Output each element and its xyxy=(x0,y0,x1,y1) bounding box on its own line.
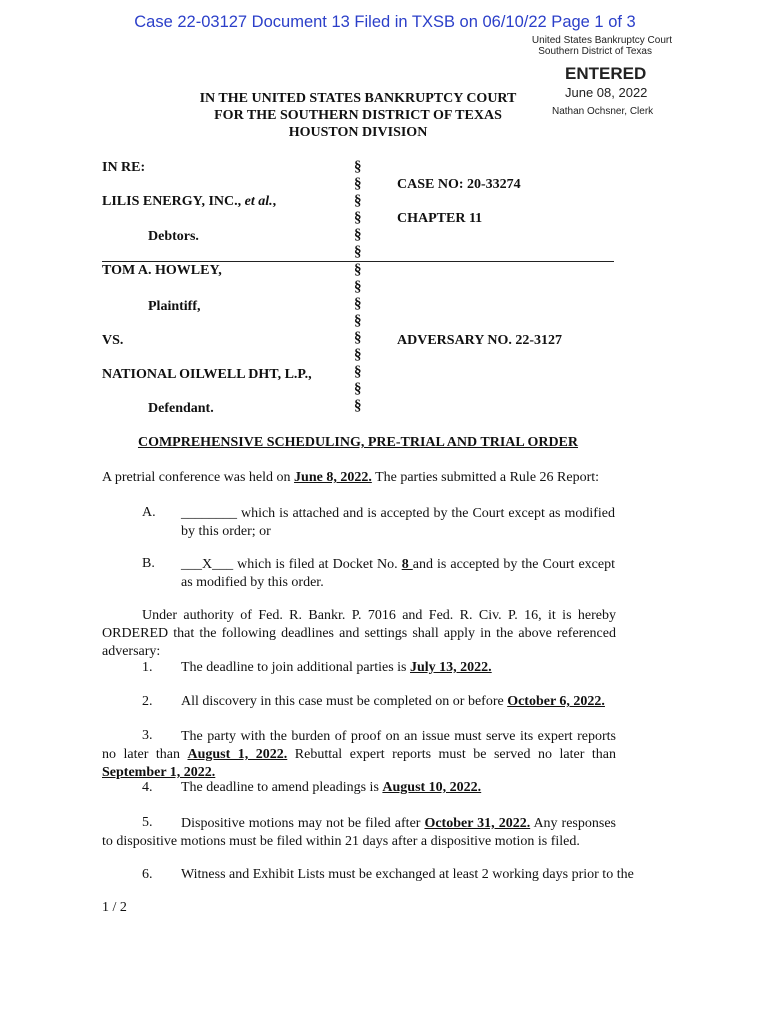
section-symbol: § xyxy=(354,364,362,380)
option-a-label: A. xyxy=(142,505,156,520)
section-symbol: § xyxy=(354,210,362,226)
case-number: CASE NO: 20-33274 xyxy=(397,177,521,192)
defendant-label: Defendant. xyxy=(148,401,214,416)
section-symbol: § xyxy=(354,296,362,312)
item-5-number: 5. xyxy=(142,815,153,830)
plaintiff-name: TOM A. HOWLEY, xyxy=(102,263,222,278)
option-b-text xyxy=(181,556,615,592)
item-5-text xyxy=(102,815,616,851)
section-symbol: § xyxy=(354,330,362,346)
join-parties-date: July 13, 2022. xyxy=(410,660,492,675)
item-3-number: 3. xyxy=(142,728,153,743)
defendant-name: NATIONAL OILWELL DHT, L.P., xyxy=(102,367,312,382)
stamp-entered: ENTERED xyxy=(565,64,647,83)
court-line-1: IN THE UNITED STATES BANKRUPTCY COURT xyxy=(199,91,517,106)
rebuttal-report-date: September 1, 2022. xyxy=(102,765,216,780)
filing-header: Case 22-03127 Document 13 Filed in TXSB on 06/10/22 Page 1 of 3 xyxy=(134,13,636,31)
intro-paragraph xyxy=(102,470,599,486)
item-5-post: Any responses to dispositive motions must be filed within 21 days after a dispositive motion is filed. xyxy=(102,816,616,849)
item-4-number: 4. xyxy=(142,780,153,795)
item-3-pre: The party with the burden of proof on an issue must serve its expert reports no later than xyxy=(102,729,616,762)
section-symbol: § xyxy=(354,279,362,295)
item-2-number: 2. xyxy=(142,694,153,709)
intro-pre: A pretrial conference was held on xyxy=(102,470,295,485)
section-symbol: § xyxy=(354,193,362,209)
intro-post: The parties submitted a Rule 26 Report: xyxy=(371,470,600,485)
item-2-pre: All discovery in this case must be completed on or before xyxy=(181,694,508,709)
pretrial-date: June 8, 2022. xyxy=(294,470,372,485)
item-1-pre: The deadline to join additional parties is xyxy=(181,660,410,675)
discovery-date: October 6, 2022. xyxy=(507,694,605,709)
section-symbol: § xyxy=(354,159,362,175)
order-title: COMPREHENSIVE SCHEDULING, PRE-TRIAL AND TRIAL ORDER xyxy=(137,435,579,450)
page-number: 1 / 2 xyxy=(102,900,127,915)
entered-stamp xyxy=(520,35,680,57)
dispositive-motions-date: October 31, 2022. xyxy=(424,816,531,831)
docket-number: 8 xyxy=(401,557,413,572)
section-symbol: § xyxy=(354,227,362,243)
item-1-number: 1. xyxy=(142,660,153,675)
court-line-2: FOR THE SOUTHERN DISTRICT OF TEXAS xyxy=(214,108,502,123)
item-3-mid: Rebuttal expert reports must be served no later than xyxy=(287,747,616,762)
vs-label: VS. xyxy=(102,333,124,348)
stamp-court-line2: Southern District of Texas xyxy=(538,46,652,57)
authority-paragraph: Under authority of Fed. R. Bankr. P. 7016 and Fed. R. Civ. P. 16, it is hereby ORDERED that the following deadlines and settings shall apply in the above referenced adversary: xyxy=(102,608,616,659)
section-symbol: § xyxy=(354,398,362,414)
item-4-pre: The deadline to amend pleadings is xyxy=(181,780,383,795)
option-b-label: B. xyxy=(142,556,155,571)
section-symbol: § xyxy=(354,313,362,329)
item-1-text xyxy=(181,660,492,676)
stamp-clerk: Nathan Ochsner, Clerk xyxy=(552,106,654,117)
debtor-etal: et al. xyxy=(244,194,273,209)
plaintiff-label: Plaintiff, xyxy=(148,299,201,314)
item-6-number: 6. xyxy=(142,867,153,882)
amend-pleadings-date: August 10, 2022. xyxy=(382,780,482,795)
stamp-court-line1: United States Bankruptcy Court xyxy=(531,35,672,46)
item-4-text xyxy=(181,780,481,796)
option-b-post: and is accepted by the Court except as modified by this order. xyxy=(181,557,615,590)
chapter: CHAPTER 11 xyxy=(397,211,483,226)
item-5-pre: Dispositive motions may not be filed after xyxy=(181,816,425,831)
item-2-text xyxy=(181,694,605,710)
section-symbol: § xyxy=(354,347,362,363)
section-symbol: § xyxy=(354,262,362,278)
section-symbol: § xyxy=(354,381,362,397)
debtor-name xyxy=(102,194,276,210)
option-a-text: ________ which is attached and is accepted by the Court except as modified by this order; or xyxy=(181,506,615,539)
item-3-text xyxy=(102,728,616,782)
stamp-date: June 08, 2022 xyxy=(565,85,648,100)
section-symbol: § xyxy=(354,176,362,192)
debtor-name-text: LILIS ENERGY, INC., xyxy=(102,194,242,209)
debtor-comma: , xyxy=(272,194,277,209)
adversary-number: ADVERSARY NO. 22-3127 xyxy=(397,333,563,348)
option-b-pre: ___X___ which is filed at Docket No. xyxy=(181,557,402,572)
debtors-label: Debtors. xyxy=(148,229,199,244)
section-symbol: § xyxy=(354,244,362,260)
item-6-text: Witness and Exhibit Lists must be exchanged at least 2 working days prior to the xyxy=(181,867,634,882)
in-re-label: IN RE: xyxy=(102,160,146,175)
expert-report-date: August 1, 2022. xyxy=(187,747,288,762)
court-line-3: HOUSTON DIVISION xyxy=(288,125,428,140)
